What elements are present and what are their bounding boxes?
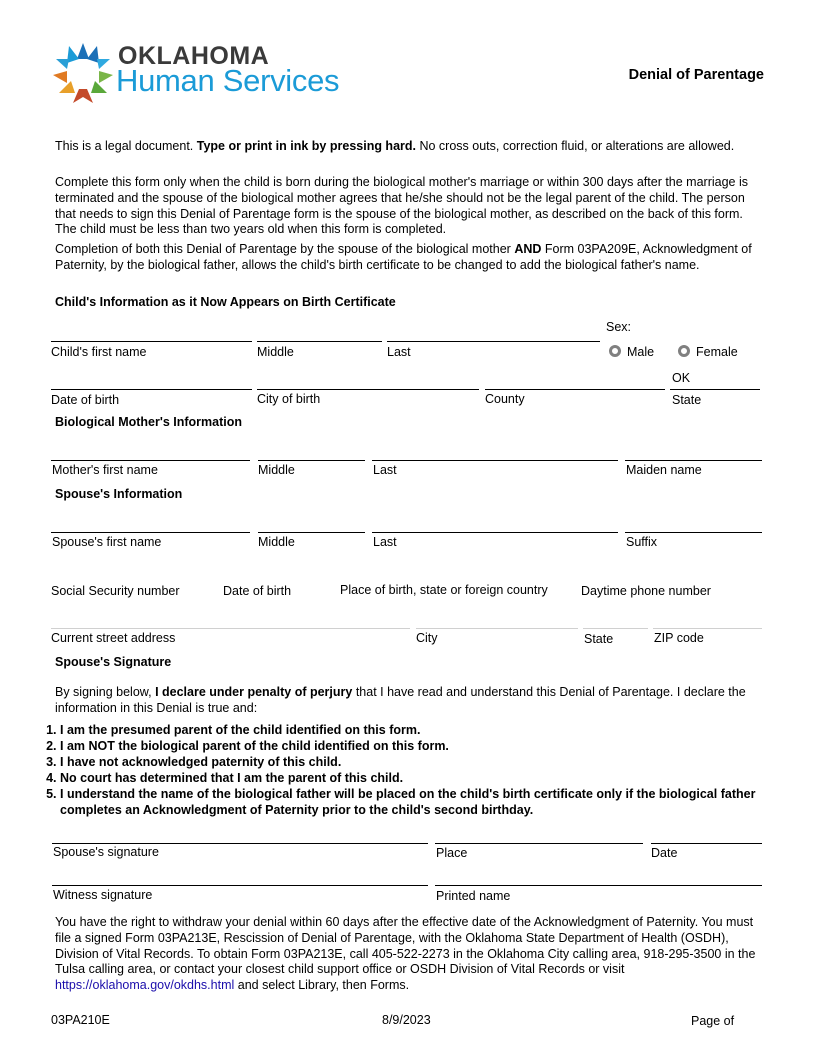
child-first-name-field[interactable] <box>51 341 252 342</box>
spouse-state-label: State <box>584 632 614 646</box>
declaration-item: 3. I have not acknowledged paternity of this child. <box>60 754 766 770</box>
printed-name-label: Printed name <box>436 889 511 903</box>
mother-first-name-field[interactable] <box>51 460 250 461</box>
spouse-suffix-field[interactable] <box>625 532 762 533</box>
mother-section-heading: Biological Mother's Information <box>55 415 243 429</box>
page-indicator: Page of <box>691 1014 735 1028</box>
intro-paragraph-3: Completion of both this Denial of Parentage by the spouse of the biological mother AND Form 03PA209E, Acknowledgment of Paternity, by the biological father, allows the child's birth certificate to be changed to add the biological father's name. <box>55 242 752 272</box>
intro-paragraph-2: Complete this form only when the child is born during the biological mother's marriage or within 300 days after the marriage is terminated and the spouse of the biological mother agrees that he/she should not be the legal parent of the child. The person that needs to sign this Denial of Parentage form is the spouse of the biological mother, as described on the back of this form. The child must be less than two years old when this form is completed. <box>55 175 748 237</box>
spouse-zip-label: ZIP code <box>654 631 704 645</box>
child-state-label: State <box>672 393 702 407</box>
printed-name-field[interactable] <box>435 885 762 886</box>
mother-maiden-field[interactable] <box>625 460 762 461</box>
mother-last-field[interactable] <box>372 460 618 461</box>
spouse-signature-label: Spouse's signature <box>53 845 159 859</box>
date-field[interactable] <box>651 843 762 844</box>
child-city-of-birth-label: City of birth <box>257 392 321 406</box>
spouse-suffix-label: Suffix <box>626 535 658 549</box>
spouse-address-label: Current street address <box>51 631 176 645</box>
spouse-ssn-label: Social Security number <box>51 584 180 598</box>
child-section-heading: Child's Information as it Now Appears on Birth Certificate <box>55 295 396 309</box>
declaration-item: 1. I am the presumed parent of the child identified on this form. <box>60 722 766 738</box>
spouse-signature-field[interactable] <box>52 843 428 844</box>
form-number: 03PA210E <box>51 1013 110 1027</box>
declaration-item: 5. I understand the name of the biological father will be placed on the child's birth certificate only if the biological father completes an Acknowledgment of Paternity prior to the child's second birthday. <box>60 786 766 818</box>
child-county-field[interactable] <box>485 389 665 390</box>
spouse-section-heading: Spouse's Information <box>55 487 183 501</box>
child-last-label: Last <box>387 345 411 359</box>
child-middle-field[interactable] <box>257 341 382 342</box>
mother-first-name-label: Mother's first name <box>52 463 158 477</box>
spouse-last-label: Last <box>373 535 397 549</box>
spouse-phone-label: Daytime phone number <box>581 584 711 598</box>
mother-maiden-label: Maiden name <box>626 463 702 477</box>
spouse-zip-field[interactable] <box>653 628 762 629</box>
logo-mark-icon <box>48 38 118 108</box>
mother-last-label: Last <box>373 463 397 477</box>
mother-middle-label: Middle <box>258 463 295 477</box>
spouse-city-label: City <box>416 631 438 645</box>
child-dob-field[interactable] <box>51 389 252 390</box>
agency-logo <box>48 38 118 108</box>
spouse-middle-field[interactable] <box>258 532 365 533</box>
intro-paragraph-1: This is a legal document. Type or print in ink by pressing hard. No cross outs, correction fluid, or alterations are allowed. <box>55 139 735 153</box>
child-state-field[interactable] <box>670 389 760 390</box>
form-date: 8/9/2023 <box>382 1013 431 1027</box>
logo-line2: Human Services <box>116 63 340 98</box>
child-city-of-birth-field[interactable] <box>257 389 479 390</box>
rescission-paragraph: You have the right to withdraw your denial within 60 days after the effective date of the Acknowledgment of Paternity. You must file a signed Form 03PA213E, Rescission of Denial of Parentage, with the Oklahoma State Department of Health (OSDH), Division of Vital Records. To obtain Form 03PA213E, call 405-522-2273 in the Oklahoma City calling area, 918-295-3500 in the Tulsa calling area, or contact your closest child support office or OSDH Division of Vital Records or visit https://oklahoma.gov/okdhs.html and select Library, then Forms. <box>55 915 756 993</box>
witness-signature-label: Witness signature <box>53 888 153 902</box>
place-label: Place <box>436 846 468 860</box>
child-county-label: County <box>485 392 525 406</box>
perjury-declaration: By signing below, I declare under penalty of perjury that I have read and understand this Denial of Parentage. I declare the information in this Denial is true and: <box>55 685 746 715</box>
form-title: Denial of Parentage <box>628 67 764 83</box>
child-middle-label: Middle <box>257 345 294 359</box>
spouse-first-name-field[interactable] <box>51 532 250 533</box>
logo-line1: OKLAHOMA <box>118 42 270 70</box>
spouse-place-of-birth-label: Place of birth, state or foreign country <box>340 583 548 597</box>
witness-signature-field[interactable] <box>52 885 428 886</box>
mother-middle-field[interactable] <box>258 460 365 461</box>
sex-male-radio[interactable] <box>609 345 621 357</box>
child-first-name-label: Child's first name <box>51 345 147 359</box>
spouse-city-field[interactable] <box>416 628 578 629</box>
spouse-dob-label: Date of birth <box>223 584 292 598</box>
declaration-item: 2. I am NOT the biological parent of the child identified on this form. <box>60 738 766 754</box>
declaration-item: 4. No court has determined that I am the parent of this child. <box>60 770 766 786</box>
spouse-address-field[interactable] <box>51 628 410 629</box>
sex-female-label: Female <box>696 345 738 359</box>
spouse-last-field[interactable] <box>372 532 618 533</box>
sex-label: Sex: <box>606 320 632 334</box>
child-last-field[interactable] <box>387 341 600 342</box>
child-state-value: OK <box>672 371 691 385</box>
declaration-list <box>46 722 766 818</box>
okdhs-link[interactable]: https://oklahoma.gov/okdhs.html <box>55 978 235 993</box>
place-field[interactable] <box>435 843 643 844</box>
date-label: Date <box>651 846 678 860</box>
signature-section-heading: Spouse's Signature <box>55 655 172 669</box>
child-dob-label: Date of birth <box>51 393 120 407</box>
spouse-state-field[interactable] <box>583 628 648 629</box>
spouse-first-name-label: Spouse's first name <box>52 535 162 549</box>
spouse-middle-label: Middle <box>258 535 295 549</box>
sex-female-radio[interactable] <box>678 345 690 357</box>
sex-male-label: Male <box>627 345 655 359</box>
